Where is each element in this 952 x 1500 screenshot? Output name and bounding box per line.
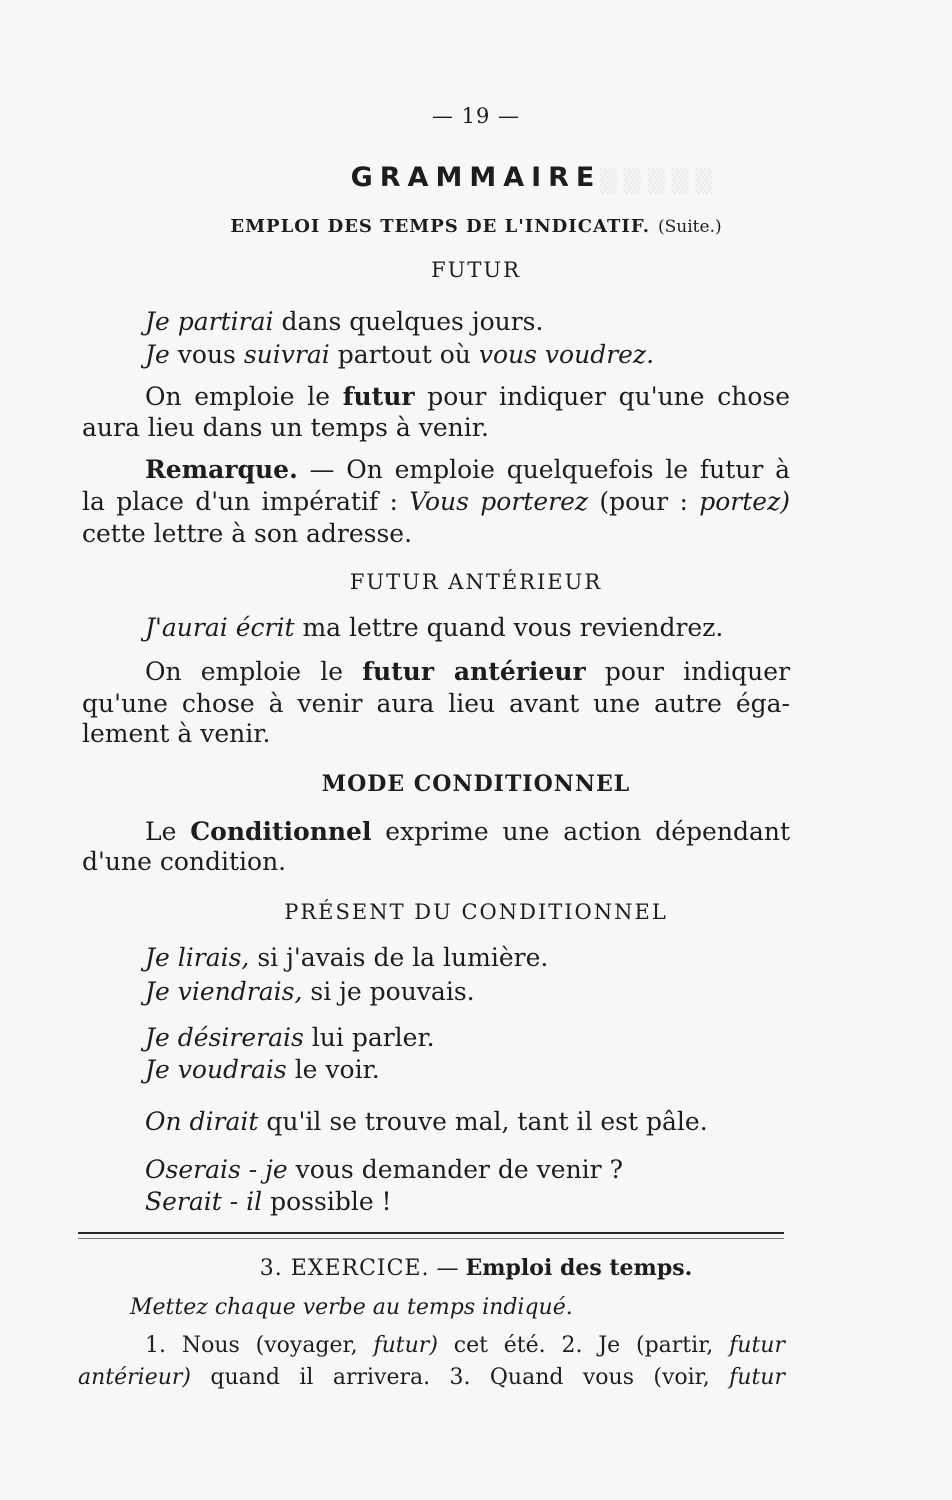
tense: futur [729,1365,785,1390]
exercice-line-1 [145,1330,785,1362]
present-conditionnel-heading: PRÉSENT DU CONDITIONNEL [284,900,668,924]
futur-anterieur-rule-line-3: lement à venir. [82,719,271,748]
verb: On dirait [145,1107,259,1136]
verb: Je voudrais [145,1055,287,1084]
instruction-text: Mettez chaque verbe au temps indiqué. [130,1295,573,1320]
text: 2. Je (partir, [561,1333,714,1358]
exercice-instruction [130,1292,573,1324]
futur-rule-line-1 [145,381,790,413]
keyword: futur antérieur [362,657,586,686]
futur-ex2-verb: suivrai [243,340,330,369]
conditionnel-example-7 [145,1186,392,1218]
conditionnel-example-2 [145,976,475,1008]
futur-ex2-verb: vous voudrez. [478,340,655,369]
futur-rule-line-2: aura lieu dans un temps à venir. [82,413,489,442]
text: 3. Quand vous (voir, [449,1365,710,1390]
tense: futur [729,1333,785,1358]
text: le voir. [294,1055,380,1084]
futur-example-2 [145,339,654,371]
text: (pour : [599,487,688,516]
text: — On emploie quelquefois le futur à [309,455,790,484]
text: cet été. [453,1333,546,1358]
conditionnel-example-6 [145,1154,623,1186]
conditionnel-example-1 [145,942,548,974]
keyword: Conditionnel [190,817,372,846]
verb: Je viendrais, [145,977,303,1006]
futur-anterieur-heading: FUTUR ANTÉRIEUR [349,570,603,594]
text: Le [145,817,177,846]
futur-ex2-part: vous [177,340,236,369]
exercice-number: 3. EXERCICE. [259,1256,430,1281]
text: qu'il se trouve mal, tant il est pâle. [266,1107,708,1136]
section-divider-thin [78,1238,784,1239]
tense: futur) [373,1333,438,1358]
text: On emploie le [145,382,331,411]
text: vous demander de venir ? [295,1155,623,1184]
text: 1. Nous (voyager, [145,1333,358,1358]
futur-ex1-verb: Je partirai [145,307,274,336]
text: lui parler. [311,1023,435,1052]
text: pour indiquer qu'une chose [427,382,790,411]
futur-heading: FUTUR [431,258,521,282]
keyword: futur [342,382,415,411]
futur-anterieur-rule-line-1 [145,656,790,688]
page-title: GRAMMAIRE [350,162,602,193]
verb: Je désirerais [145,1023,304,1052]
conditionnel-rule-line-1 [145,816,790,848]
bleed-through-decoration: ▒ ▒ ▒ ▒ ▒ [600,170,713,195]
italic-example: portez) [699,487,790,516]
verb: Oserais - je [145,1155,288,1184]
tense: antérieur) [78,1365,191,1390]
subtitle-suite: (Suite.) [658,217,722,237]
remarque-line-1 [145,454,790,486]
text: quand il arrivera. [210,1365,431,1390]
verb: J'aurai écrit [145,613,295,642]
remarque-label: Remarque. [145,455,298,484]
futur-anterieur-example [145,612,723,644]
remarque-line-2 [82,486,790,518]
text: ma lettre quand vous reviendrez. [302,613,724,642]
exercice-heading [0,1252,952,1285]
conditionnel-example-4 [145,1054,380,1086]
text: pour indiquer [604,657,791,686]
futur-ex2-part: partout où [337,340,471,369]
section-subtitle [0,208,952,243]
italic-example: Vous porterez [409,487,589,516]
text: si j'avais de la lumière. [257,943,549,972]
text: On emploie le [145,657,344,686]
text: si je pouvais. [310,977,475,1006]
futur-anterieur-rule-line-2: qu'une chose à venir aura lieu avant une autre éga- [82,689,790,718]
futur-example-1 [145,306,543,338]
futur-ex2-part: Je [145,340,170,369]
text: exprime une action dépendant [385,817,790,846]
text: possible ! [270,1187,392,1216]
mode-conditionnel-heading: MODE CONDITIONNEL [321,771,631,797]
verb: Serait - il [145,1187,263,1216]
exercice-line-2 [78,1362,785,1394]
futur-ex1-rest: dans quelques jours. [281,307,544,336]
conditionnel-rule-line-2: d'une condition. [82,847,287,876]
conditionnel-example-5 [145,1106,708,1138]
text: la place d'un impératif : [82,487,398,516]
subtitle-text: EMPLOI DES TEMPS DE L'INDICATIF. [230,216,651,237]
section-divider [78,1232,784,1234]
conditionnel-example-3 [145,1022,435,1054]
remarque-line-3: cette lettre à son adresse. [82,519,413,548]
verb: Je lirais, [145,943,250,972]
dash: — [436,1256,459,1281]
page-number: — 19 — [431,104,521,128]
exercice-title: Emploi des temps. [465,1255,693,1281]
